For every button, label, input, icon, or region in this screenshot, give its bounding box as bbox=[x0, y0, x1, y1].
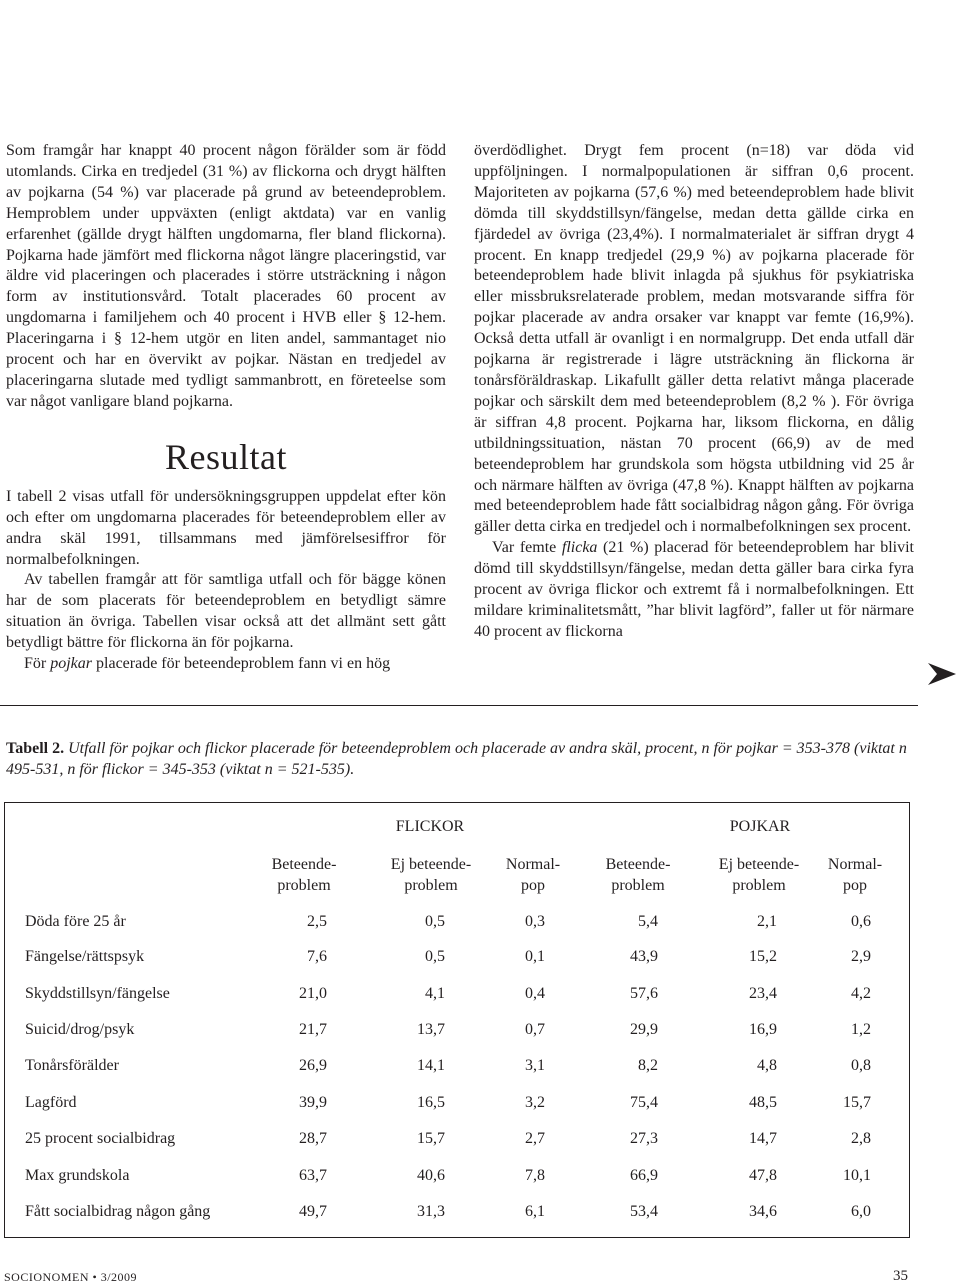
table-cell: 21,0 bbox=[299, 985, 327, 1002]
row-label: 25 procent socialbidrag bbox=[25, 1130, 176, 1147]
table-row bbox=[5, 1165, 909, 1187]
table-cell: 6,0 bbox=[851, 1203, 871, 1220]
table-cell: 34,6 bbox=[749, 1203, 777, 1220]
table-cell: 6,1 bbox=[525, 1203, 545, 1220]
table-cell: 43,9 bbox=[630, 948, 658, 965]
table-cell: 47,8 bbox=[749, 1167, 777, 1184]
table-row bbox=[5, 1092, 909, 1114]
row-label: Lagförd bbox=[25, 1094, 77, 1111]
table-cell: 5,4 bbox=[638, 913, 658, 930]
table-cell: 16,9 bbox=[749, 1021, 777, 1038]
table-cell: 1,2 bbox=[851, 1021, 871, 1038]
table-row bbox=[5, 946, 909, 968]
table-cell: 29,9 bbox=[630, 1021, 658, 1038]
table-cell: 39,9 bbox=[299, 1094, 327, 1111]
table-cell: 0,1 bbox=[525, 948, 545, 965]
divider bbox=[0, 705, 918, 706]
column-header: Ej beteende- problem bbox=[718, 856, 800, 894]
section-sign: § bbox=[378, 309, 387, 327]
table-cell: 0,6 bbox=[851, 913, 871, 930]
table-row bbox=[5, 911, 909, 933]
table-cell: 53,4 bbox=[630, 1203, 658, 1220]
table-cell: 14,7 bbox=[749, 1130, 777, 1147]
page-number: 35 bbox=[893, 1268, 908, 1284]
table-row bbox=[5, 1019, 909, 1041]
row-label: Suicid/drog/psyk bbox=[25, 1021, 135, 1038]
table-cell: 2,9 bbox=[851, 948, 871, 965]
table-cell: 40,6 bbox=[417, 1167, 445, 1184]
section-sign: § bbox=[113, 330, 122, 348]
column-header: Beteende- problem bbox=[605, 856, 671, 894]
column-header: Beteende- problem bbox=[271, 856, 337, 894]
column-header: Ej beteende- problem bbox=[390, 856, 472, 894]
row-label: Fått socialbidrag någon gång bbox=[25, 1203, 211, 1220]
table-cell: 10,1 bbox=[843, 1167, 871, 1184]
table-cell: 0,8 bbox=[851, 1057, 871, 1074]
arrow-right-icon bbox=[928, 663, 956, 690]
table-cell: 3,2 bbox=[525, 1094, 545, 1111]
row-label: Döda före 25 år bbox=[25, 913, 126, 930]
row-label: Fängelse/rättspsyk bbox=[25, 948, 145, 965]
table-cell: 8,2 bbox=[638, 1057, 658, 1074]
table-cell: 15,2 bbox=[749, 948, 777, 965]
table-cell: 49,7 bbox=[299, 1203, 327, 1220]
table-caption-label: Tabell 2. bbox=[6, 740, 65, 757]
table-row bbox=[5, 983, 909, 1005]
left-paragraph-2: I tabell 2 visas utfall för undersökningsgruppen uppdelat efter kön och efter om ungdomarna placerades för beteendeproblem eller av andra skäl 1991, tillsammans med jämförelsesiffror för normalbefolkningen. bbox=[6, 487, 446, 568]
table-cell: 0,3 bbox=[525, 913, 545, 930]
table-row bbox=[5, 1128, 909, 1150]
table-cell: 27,3 bbox=[630, 1130, 658, 1147]
row-label: Tonårsförälder bbox=[25, 1057, 119, 1074]
table-cell: 31,3 bbox=[417, 1203, 445, 1220]
table-cell: 57,6 bbox=[630, 985, 658, 1002]
table-cell: 15,7 bbox=[417, 1130, 445, 1147]
table-cell: 0,7 bbox=[525, 1021, 545, 1038]
section-heading: Resultat bbox=[165, 436, 287, 477]
group-header-pojkar: POJKAR bbox=[729, 818, 791, 835]
table-cell: 0,4 bbox=[525, 985, 545, 1002]
table-cell: 28,7 bbox=[299, 1130, 327, 1147]
table-cell: 21,7 bbox=[299, 1021, 327, 1038]
table-cell: 15,7 bbox=[843, 1094, 871, 1111]
left-paragraph-1: Som framgår har knappt 40 procent någon förälder som är född utomlands. Cirka en tredjedel (31 %) av flickorna och drygt hälften av pojkarna (54 %) var placerade på grund av beteendeproblem. Hemproblem under uppväxten (enligt aktdata) var en vanlig erfarenhet (gällde drygt hälften ungdomarna, fler bland flickorna). Pojkarna hade jämfört med flickorna något längre placeringstid, var äldre vid placeringen och placerades i större utsträckning i någon form av institutionsvård. Totalt placerades 60 procent av ungdomarna i familjehem och 40 procent i HVB eller § 12-hem. Placeringarna i § 12-hem utgör en liten andel, sammantaget nio procent och har en övervikt av pojkar. Nästan en tredjedel av placeringarna slutade med tydligt sammanbrott, en företeelse som var något vanligare bland pojkarna. bbox=[6, 142, 446, 410]
table-caption bbox=[6, 738, 914, 780]
table-row bbox=[5, 1055, 909, 1077]
table-cell: 4,2 bbox=[851, 985, 871, 1002]
row-label: Max grundskola bbox=[25, 1167, 130, 1184]
left-paragraph-3: Av tabellen framgår att för samtliga utfall och för bägge könen har de som placerats för beteendeproblem en betydligt sämre situation än övriga. Tabellen visar också att det allmänt sett gått betydligt bättre för flickorna än för pojkarna. bbox=[6, 571, 446, 652]
table-cell: 2,8 bbox=[851, 1130, 871, 1147]
right-paragraph-1: överdödlighet. Drygt fem procent (n=18) var döda vid uppföljningen. I normalpopulationen är siffran 0,6 procent. Majoriteten av pojkarna (57,6 %) med beteendeproblem hade blivit dömda till skyddstillsyn/fängelse, medan detta gällde cirka en fjärdedel av övriga (23,4%). I normalmaterialet är siffran drygt 4 procent. En knapp tredjedel (29,9 %) av pojkarna placerade för beteendeproblem hade blivit inlagda på sjukhus för psykiatriska eller missbruksrelaterade problem, medan motsvarande siffra för pojkar placerade av andra orsaker var knappt var femte (16,9%). Också detta utfall är ovanligt i en normalgrupp. Det enda utfall där pojkarna är registrerade i lägre utsträckning än flickorna är tonårsföräldraskap. Likafullt gäller detta relativt många placerade pojkar och särskilt dem med beteendeproblem (8,2 % ). För övriga är siffran 4,8 procent. Pojkarna har, liksom flickorna, en dålig utbildningssituation, nästan 70 procent (66,9) av de med beteendeproblem har grundskola som högsta utbildning vid 25 år och närmare hälften av övriga (47,8 %). Knappt hälften av pojkarna med beteendeproblem hade fått socialbidrag någon gång. För övriga gäller detta cirka en tredjedel och i normalbefolkningen sex procent. bbox=[474, 142, 914, 536]
table-cell: 75,4 bbox=[630, 1094, 658, 1111]
table-cell: 7,6 bbox=[307, 948, 327, 965]
table-cell: 0,5 bbox=[425, 913, 445, 930]
table-cell: 2,1 bbox=[757, 913, 777, 930]
table-cell: 13,7 bbox=[417, 1021, 445, 1038]
left-paragraph-4: För pojkar placerade för beteendeproblem fann vi en hög bbox=[24, 655, 391, 673]
table-row bbox=[5, 1201, 909, 1223]
table-cell: 7,8 bbox=[525, 1167, 545, 1184]
column-header: Normal- pop bbox=[505, 856, 561, 894]
row-label: Skyddstillsyn/fängelse bbox=[25, 985, 170, 1002]
left-column bbox=[6, 141, 446, 675]
table-cell: 2,5 bbox=[307, 913, 327, 930]
table-cell: 66,9 bbox=[630, 1167, 658, 1184]
group-header-flickor: FLICKOR bbox=[395, 818, 465, 835]
column-header: Normal- pop bbox=[827, 856, 883, 894]
table-cell: 23,4 bbox=[749, 985, 777, 1002]
results-table bbox=[4, 802, 910, 1238]
table-cell: 26,9 bbox=[299, 1057, 327, 1074]
table-cell: 16,5 bbox=[417, 1094, 445, 1111]
right-column bbox=[474, 141, 914, 643]
table-cell: 3,1 bbox=[525, 1057, 545, 1074]
table-cell: 4,1 bbox=[425, 985, 445, 1002]
journal-footer: SOCIONOMEN • 3/2009 bbox=[4, 1270, 138, 1284]
table-cell: 0,5 bbox=[425, 948, 445, 965]
table-cell: 48,5 bbox=[749, 1094, 777, 1111]
table-cell: 63,7 bbox=[299, 1167, 327, 1184]
table-cell: 2,7 bbox=[525, 1130, 545, 1147]
table-cell: 14,1 bbox=[417, 1057, 445, 1074]
right-paragraph-2: Var femte flicka (21 %) placerad för beteendeproblem har blivit dömd till skyddstillsyn/fängelse, medan detta gäller bara cirka fyra procent av övriga flickor och extremt få i normalbefolkningen. Ett mildare kriminalitetsmått, ”har blivit lagförd”, faller ut för närmare 40 procent av flickorna bbox=[474, 539, 915, 640]
table-caption-text: Utfall för pojkar och flickor placerade för beteendeproblem och placerade av andra skäl, procent, n för pojkar = 353-378 (viktat n 495-531, n för flickor = 345-353 (viktat n = 521-535). bbox=[6, 740, 907, 778]
table-cell: 4,8 bbox=[757, 1057, 777, 1074]
